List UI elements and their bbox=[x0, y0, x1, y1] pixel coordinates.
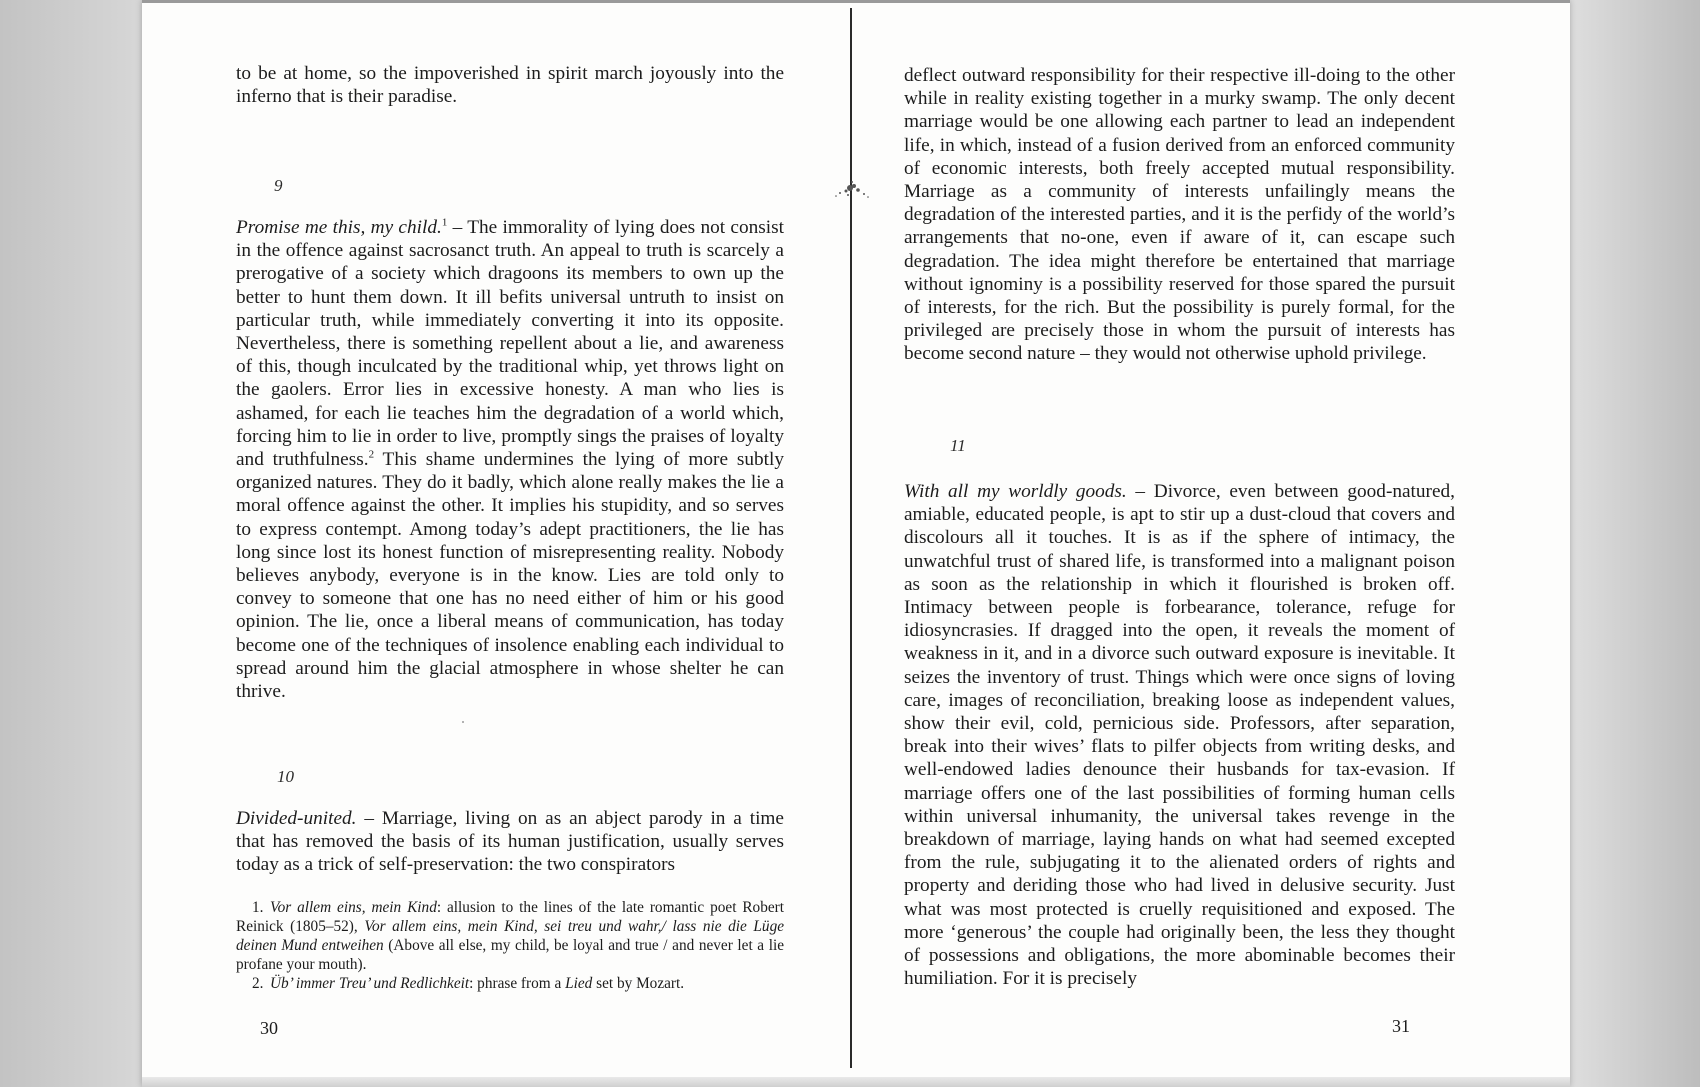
section-10-title: Divided-united. bbox=[236, 808, 357, 829]
section-number-11: 11 bbox=[950, 436, 966, 455]
right-page bbox=[904, 0, 1455, 1087]
book-gutter bbox=[850, 8, 852, 1068]
footnote-2-title: Üb’ immer Treu’ und Redlichkeit bbox=[270, 975, 470, 992]
footnote-2 bbox=[236, 974, 784, 993]
scan-background-right bbox=[1570, 0, 1700, 1087]
page-number-right: 31 bbox=[1392, 1016, 1410, 1036]
section-number-10: 10 bbox=[277, 767, 294, 786]
footnotes bbox=[236, 898, 784, 993]
section-9-title: Promise me this, my child. bbox=[236, 217, 442, 238]
footnote-1-text-a: : allusion to the lines of the late romantic poet Robert Reinick (1805–52), bbox=[236, 899, 784, 935]
footnote-2-lied: Lied bbox=[565, 975, 593, 992]
page-number-left: 30 bbox=[260, 1018, 278, 1038]
section-10-paragraph bbox=[236, 807, 784, 877]
footnote-1 bbox=[236, 898, 784, 974]
open-book-spread bbox=[142, 0, 1570, 1087]
footnote-1-title: Vor allem eins, mein Kind bbox=[270, 899, 437, 916]
footnote-2-number: 2. bbox=[252, 975, 264, 992]
left-opening-paragraph bbox=[236, 62, 784, 108]
right-opening-text: deflect outward responsibility for their respective ill-doing to the other while in reality existing together in a murky swamp. The only decent marriage would be one allowing each partner to lead an independent life, in which, instead of a fusion derived from an enforced community of economic interests, both freely accepted mutual responsibility. Marriage as a community of interests unfailingly means the degradation of the interested parties, and it is the perfidy of the world’s arrangements that no-one, even if aware of it, can escape such degradation. The idea might therefore be entertained that marriage without ignominy is a possibility reserved for those spared the pursuit of interests, for the rich. But the possibility is purely formal, for the privileged are precisely those in whom the pursuit of interests has become second nature – they would not otherwise uphold privilege. bbox=[904, 65, 1455, 365]
right-opening-paragraph bbox=[904, 64, 1455, 366]
section-11-body: – Divorce, even between good-natured, amiable, educated people, is apt to stir up a dust-cloud that covers and discolours all it touches. It is as if the sphere of intimacy, the unwatchful trust of shared life, is transformed into a malignant poison as soon as the relationship in which it flourished is broken off. Intimacy between people is forbearance, tolerance, refuge for idiosyncrasies. If dragged into the open, it reveals the moment of weakness in it, and in a divorce such outward exposure is inevitable. It seizes the inventory of trust. Things which were once signs of loving care, images of reconciliation, breaking loose as independent values, show their evil, cold, pernicious side. Professors, after separation, break into their wives’ flats to pilfer objects from writing desks, and well-endowed ladies denounce their husbands for tax-evasion. If marriage offers one of the last possibilities of forming human cells within universal inhumanity, the universal takes revenge in the breakdown of marriage, laying hands on what had seemed excepted from the rule, subjugating it to the alienated orders of rights and property and deriding those who had lived in delusive security. Just what was most protected is cruelly requisitioned and exposed. The more ‘generous’ the couple had originally been, the less they thought of possessions and obligations, the more abominable becomes their humiliation. For it is precisely bbox=[904, 481, 1455, 990]
footnote-2-text-a: : phrase from a bbox=[469, 975, 566, 992]
section-11-paragraph bbox=[904, 480, 1455, 990]
section-9-body-part-1: – The immorality of lying does not consist in the offence against sacrosanct truth. An appeal to truth is scarcely a prerogative of a society which dragoons its members to own up the better to hunt them down. It ill befits universal untruth to insist on particular truth, while immediately converting it into its opposite. Nevertheless, there is something repellent about a lie, and awareness of this, though inculcated by the traditional whip, yet throws light on the gaolers. Error lies in excessive honesty. A man who lies is ashamed, for each lie teaches him the degradation of a world which, forcing him to lie in order to live, promptly sings the praises of loyalty and truthfulness. bbox=[236, 217, 784, 471]
footnote-2-text-b: set by Mozart. bbox=[592, 975, 685, 992]
section-11-title: With all my worldly goods. bbox=[904, 481, 1127, 502]
footnote-1-text-b: (Above all else, my child, be loyal and true / and never let a lie profane your mouth). bbox=[236, 937, 784, 973]
footnote-ref-2[interactable]: 2 bbox=[368, 448, 375, 461]
footnote-ref-1[interactable]: 1 bbox=[441, 216, 448, 229]
gutter-ink-blot bbox=[828, 178, 876, 202]
section-10-body: – Marriage, living on as an abject parody in a time that has removed the basis of its human justification, usually serves today as a trick of self-preservation: the two conspirators bbox=[236, 808, 784, 876]
left-page bbox=[236, 0, 784, 1087]
left-opening-text: to be at home, so the impoverished in spirit march joyously into the inferno that is their paradise. bbox=[236, 63, 784, 108]
section-number-9: 9 bbox=[274, 176, 283, 195]
section-9-paragraph bbox=[236, 216, 784, 703]
section-9-body-part-2: This shame undermines the lying of more subtly organized natures. They do it badly, which alone really makes the lie a moral offence against the other. It implies his stupidity, and so serves to express contempt. Among today’s adept practitioners, the lie has long since lost its honest function of misrepresenting reality. Nobody believes anybody, everyone is in the know. Lies are told only to convey to someone that one has no need either of him or his good opinion. The lie, once a liberal means of communication, has today become one of the techniques of insolence enabling each individual to spread around him the glacial atmosphere in whose shelter he can thrive. bbox=[236, 449, 785, 703]
footnote-1-number: 1. bbox=[252, 899, 264, 916]
scan-speck bbox=[462, 721, 464, 723]
footnote-1-quote: Vor allem eins, mein Kind, sei treu und wahr,/ lass nie die Lüge deinen Mund entweihen bbox=[236, 918, 785, 954]
scan-background-left bbox=[0, 0, 150, 1087]
